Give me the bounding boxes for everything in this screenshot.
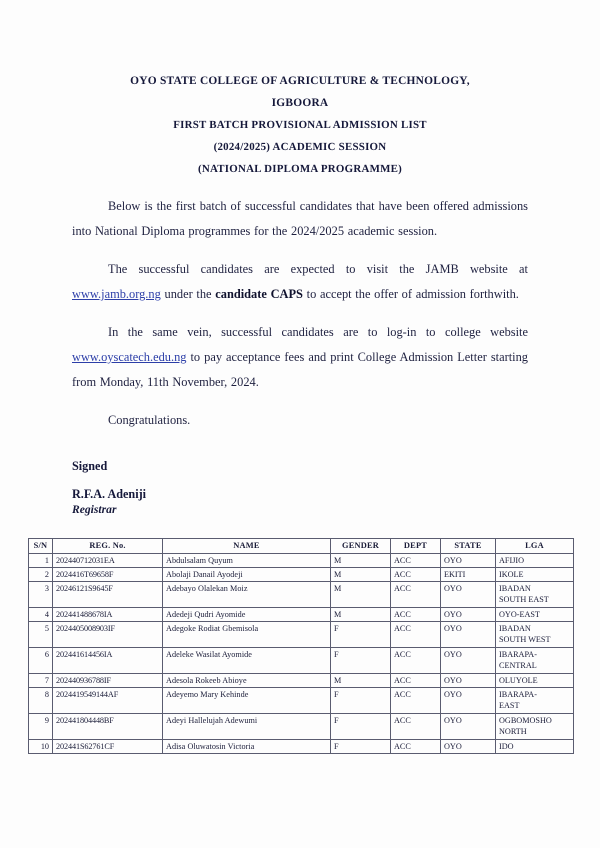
cell-lga-line1: IBADAN (499, 584, 531, 593)
college-website-link[interactable]: www.oyscatech.edu.ng (72, 350, 187, 364)
heading-institution-name: OYO STATE COLLEGE OF AGRICULTURE & TECHNOLOGY, (130, 75, 470, 87)
cell-lga-line2: EAST (499, 701, 520, 710)
table-row (29, 554, 574, 568)
column-header-state: STATE (441, 539, 496, 554)
cell-lga-line1: IBARAPA- (499, 650, 537, 659)
cell-dept: ACC (391, 674, 441, 688)
cell-dept: ACC (391, 568, 441, 582)
signature-block (0, 459, 600, 516)
paragraph-college-instructions (72, 320, 528, 395)
cell-sn: 8 (29, 688, 53, 714)
heading-campus-location: IGBOORA (271, 97, 329, 109)
cell-gender: M (331, 608, 391, 622)
cell-lga-line2: NORTH (499, 727, 527, 736)
cell-state: OYO (441, 674, 496, 688)
cell-lga-line1: OLUYOLE (499, 676, 538, 685)
candidate-caps-emphasis: candidate CAPS (215, 287, 303, 301)
cell-lga (496, 568, 574, 582)
table-header (29, 539, 574, 554)
cell-state: OYO (441, 648, 496, 674)
cell-candidate-name: Adedeji Qudri Ayomide (163, 608, 331, 622)
registrar-title: Registrar (72, 503, 117, 516)
cell-state: OYO (441, 608, 496, 622)
cell-lga-line1: IKOLE (499, 570, 524, 579)
cell-lga (496, 554, 574, 568)
column-header-sn: S/N (29, 539, 53, 554)
cell-sn: 7 (29, 674, 53, 688)
cell-lga-line2: CENTRAL (499, 661, 537, 670)
cell-candidate-name: Adegoke Rodiat Gbemisola (163, 622, 331, 648)
cell-lga-line1: IDO (499, 742, 514, 751)
cell-lga-line2: SOUTH WEST (499, 635, 551, 644)
jamb-text-after-link: under the (160, 287, 216, 301)
admission-list-table (28, 538, 574, 754)
cell-reg-no: 202440936788IF (53, 674, 163, 688)
cell-candidate-name: Abolaji Danail Ayodeji (163, 568, 331, 582)
cell-dept: ACC (391, 554, 441, 568)
cell-state: OYO (441, 714, 496, 740)
cell-reg-no: 202441S62761CF (53, 740, 163, 754)
cell-dept: ACC (391, 608, 441, 622)
registrar-name: R.F.A. Adeniji (72, 487, 147, 501)
column-header-name: NAME (163, 539, 331, 554)
cell-candidate-name: Adebayo Olalekan Moiz (163, 582, 331, 608)
cell-gender: F (331, 648, 391, 674)
paragraph-intro: Below is the first batch of successful candidates that have been offered admissions into National Diploma programmes for the 2024/2025 academic session. (72, 199, 528, 238)
paragraph-congratulations: Congratulations. (108, 413, 191, 427)
cell-state: OYO (441, 582, 496, 608)
cell-candidate-name: Adesola Rokeeb Abioye (163, 674, 331, 688)
cell-gender: F (331, 740, 391, 754)
cell-reg-no: 2024419549144AF (53, 688, 163, 714)
cell-lga (496, 622, 574, 648)
cell-sn: 3 (29, 582, 53, 608)
cell-dept: ACC (391, 582, 441, 608)
column-header-dept: DEPT (391, 539, 441, 554)
heading-list-title: FIRST BATCH PROVISIONAL ADMISSION LIST (173, 119, 427, 131)
jamb-website-link[interactable]: www.jamb.org.ng (72, 287, 161, 301)
cell-reg-no: 2024416T69658F (53, 568, 163, 582)
cell-dept: ACC (391, 622, 441, 648)
cell-state: OYO (441, 740, 496, 754)
cell-reg-no: 202440712031EA (53, 554, 163, 568)
cell-lga (496, 714, 574, 740)
cell-gender: M (331, 568, 391, 582)
cell-candidate-name: Adeleke Wasilat Ayomide (163, 648, 331, 674)
cell-candidate-name: Adisa Oluwatosin Victoria (163, 740, 331, 754)
college-text-after-link: to pay acceptance fees and print College Admission Letter starting from Monday, 11th November, 2024. (72, 350, 528, 389)
cell-lga (496, 674, 574, 688)
table-row (29, 740, 574, 754)
column-header-gender: GENDER (331, 539, 391, 554)
cell-lga-line1: AFIJIO (499, 556, 525, 565)
cell-candidate-name: Abdulsalam Quyum (163, 554, 331, 568)
cell-lga (496, 740, 574, 754)
college-text-before-link: In the same vein, successful candidates are to log-in to college website (108, 325, 528, 339)
table-header-row (29, 539, 574, 554)
table-row (29, 622, 574, 648)
heading-programme: (NATIONAL DIPLOMA PROGRAMME) (197, 163, 403, 175)
cell-sn: 9 (29, 714, 53, 740)
document-heading (0, 0, 600, 180)
table-row (29, 608, 574, 622)
cell-candidate-name: Adeyi Hallelujah Adewumi (163, 714, 331, 740)
cell-sn: 1 (29, 554, 53, 568)
table-row (29, 714, 574, 740)
cell-lga-line1: IBADAN (499, 624, 531, 633)
cell-gender: M (331, 674, 391, 688)
cell-reg-no: 202441804448BF (53, 714, 163, 740)
heading-academic-session: (2024/2025) ACADEMIC SESSION (213, 141, 387, 153)
cell-gender: F (331, 714, 391, 740)
jamb-text-before-link: The successful candidates are expected to visit the JAMB website at (108, 262, 528, 276)
cell-state: EKITI (441, 568, 496, 582)
cell-state: OYO (441, 622, 496, 648)
cell-lga-line1: OGBOMOSHO (499, 716, 552, 725)
cell-dept: ACC (391, 688, 441, 714)
table-row (29, 674, 574, 688)
cell-reg-no: 202441488678IA (53, 608, 163, 622)
cell-lga-line1: OYO-EAST (499, 610, 540, 619)
cell-dept: ACC (391, 714, 441, 740)
cell-reg-no: 20246121S9645F (53, 582, 163, 608)
cell-sn: 5 (29, 622, 53, 648)
cell-reg-no: 202441614456IA (53, 648, 163, 674)
cell-lga-line1: IBARAPA- (499, 690, 537, 699)
cell-lga (496, 582, 574, 608)
document-body (0, 194, 600, 433)
signed-label: Signed (72, 459, 108, 473)
cell-lga (496, 608, 574, 622)
cell-gender: M (331, 582, 391, 608)
column-header-reg-no: REG. No. (53, 539, 163, 554)
column-header-lga: LGA (496, 539, 574, 554)
cell-candidate-name: Adeyemo Mary Kehinde (163, 688, 331, 714)
table-row (29, 648, 574, 674)
cell-sn: 6 (29, 648, 53, 674)
cell-sn: 4 (29, 608, 53, 622)
table-row (29, 568, 574, 582)
cell-lga (496, 648, 574, 674)
cell-dept: ACC (391, 740, 441, 754)
paragraph-jamb-instructions (72, 257, 528, 307)
cell-reg-no: 2024405008903IF (53, 622, 163, 648)
admission-table-container (0, 538, 600, 754)
cell-state: OYO (441, 688, 496, 714)
cell-gender: M (331, 554, 391, 568)
cell-gender: F (331, 622, 391, 648)
cell-lga-line2: SOUTH EAST (499, 595, 549, 604)
cell-lga (496, 688, 574, 714)
table-row (29, 688, 574, 714)
cell-sn: 2 (29, 568, 53, 582)
jamb-text-end: to accept the offer of admission forthwith. (302, 287, 519, 301)
cell-gender: F (331, 688, 391, 714)
table-row (29, 582, 574, 608)
table-body (29, 554, 574, 754)
cell-state: OYO (441, 554, 496, 568)
cell-dept: ACC (391, 648, 441, 674)
cell-sn: 10 (29, 740, 53, 754)
